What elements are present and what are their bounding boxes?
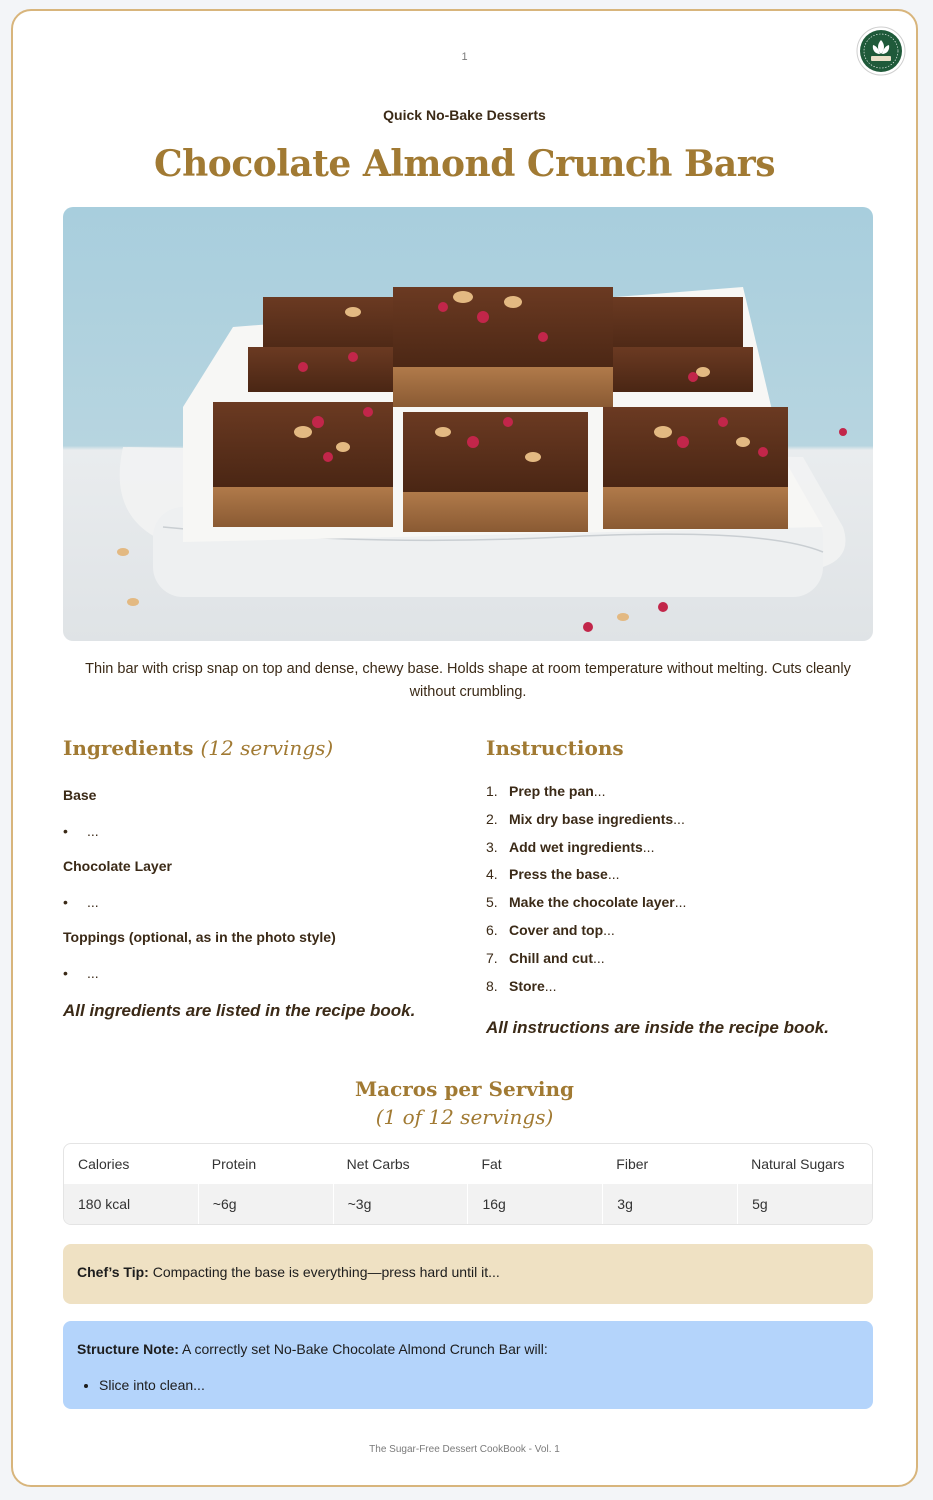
list-item: • Slice into clean... [99, 1377, 859, 1393]
instructions-heading: Instructions [486, 736, 624, 760]
step-number: 5. [486, 894, 498, 911]
list-item [486, 866, 686, 894]
step-ellipsis: ... [642, 838, 655, 855]
macros-table [63, 1143, 873, 1225]
instructions-section [486, 731, 886, 1037]
table-header-cell: Fiber [616, 1156, 649, 1172]
page-number: 1 [461, 51, 468, 63]
ingredients-heading [63, 731, 463, 765]
structure-note-box [63, 1321, 873, 1409]
step-number: 7. [486, 949, 498, 966]
table-cell: 180 kcal [64, 1184, 198, 1224]
step-ellipsis: ... [593, 783, 606, 799]
page-title: Chocolate Almond Crunch Bars [153, 143, 775, 185]
step-text: Chill and cut [509, 949, 593, 966]
step-text: Mix dry base ingredients [509, 810, 674, 827]
macros-title: Macros per Serving [354, 1077, 575, 1101]
hero-photo [63, 207, 873, 641]
step-text: Cover and top [509, 921, 604, 938]
table-cell: 3g [602, 1184, 737, 1224]
table-row [64, 1184, 872, 1224]
step-text: Press the base [509, 866, 608, 883]
instructions-note: All instructions are inside the recipe book. [486, 1018, 829, 1037]
list-item [486, 978, 686, 1006]
list-item: • ... [63, 894, 99, 910]
ingredients-section [63, 731, 463, 1020]
table-header-row [64, 1144, 872, 1184]
list-item-text: ... [87, 823, 99, 839]
structure-list [77, 1377, 859, 1393]
macros-subtitle: (1 of 12 servings) [375, 1105, 554, 1129]
page-footer: The Sugar-Free Dessert CookBook - Vol. 1 [369, 1444, 560, 1455]
list-item [486, 922, 686, 950]
ingredient-group-base: Base [63, 787, 97, 803]
structure-text: A correctly set No-Bake Chocolate Almond Crunch Bar will: [178, 1341, 548, 1357]
step-number: 3. [486, 838, 498, 855]
leaf-badge-icon [856, 26, 906, 76]
tip-label: Chef’s Tip: [77, 1264, 149, 1280]
ingredient-group-chocolate: Chocolate Layer [63, 858, 172, 874]
list-item-text: ... [87, 965, 99, 981]
table-header-cell: Protein [211, 1156, 257, 1172]
list-item: • ... [63, 965, 99, 981]
step-ellipsis: ... [603, 921, 615, 938]
step-text: Make the chocolate layer [509, 894, 675, 911]
table-header-cell: Fat [481, 1156, 502, 1172]
list-item-text: ... [87, 894, 99, 910]
chocolate-bars-image [63, 207, 873, 641]
ingredient-group-toppings: Toppings (optional, as in the photo style) [63, 929, 336, 945]
step-text: Store [509, 977, 545, 994]
table-cell: ~6g [198, 1184, 333, 1224]
list-item: • ... [63, 823, 99, 839]
list-item [486, 894, 686, 922]
category-kicker: Quick No-Bake Desserts [383, 107, 546, 123]
table-cell: ~3g [333, 1184, 468, 1224]
table-header-cell: Calories [78, 1156, 130, 1172]
table-header-cell: Net Carbs [346, 1156, 410, 1172]
step-ellipsis: ... [544, 977, 557, 994]
chefs-tip-box [63, 1244, 873, 1304]
structure-label: Structure Note: [77, 1341, 179, 1357]
step-number: 6. [486, 921, 498, 938]
ingredients-note: All ingredients are listed in the recipe book. [63, 1001, 416, 1020]
instructions-list [486, 783, 686, 1005]
list-item [486, 811, 686, 839]
step-number: 8. [486, 977, 498, 994]
ingredients-heading-text: Ingredients [63, 736, 194, 760]
step-number: 1. [486, 783, 498, 799]
table-cell: 5g [737, 1184, 872, 1224]
step-ellipsis: ... [673, 810, 685, 827]
list-item [486, 950, 686, 978]
ingredients-servings: (12 servings) [200, 736, 334, 760]
step-number: 2. [486, 810, 498, 827]
table-cell: 16g [467, 1184, 602, 1224]
step-text: Add wet ingredients [509, 838, 643, 855]
step-number: 4. [486, 866, 498, 883]
recipe-description: Thin bar with crisp snap on top and dense, chewy base. Holds shape at room temperature without melting. Cuts cleanly without crumbling. [85, 661, 851, 700]
list-item [486, 839, 686, 867]
table-header-cell: Natural Sugars [751, 1156, 845, 1172]
step-ellipsis: ... [593, 949, 605, 966]
step-ellipsis: ... [674, 894, 687, 911]
step-ellipsis: ... [607, 866, 620, 883]
recipe-page [11, 9, 918, 1487]
step-text: Prep the pan [509, 783, 594, 799]
tip-text: Compacting the base is everything—press hard until it... [148, 1264, 500, 1280]
list-item [486, 783, 686, 811]
